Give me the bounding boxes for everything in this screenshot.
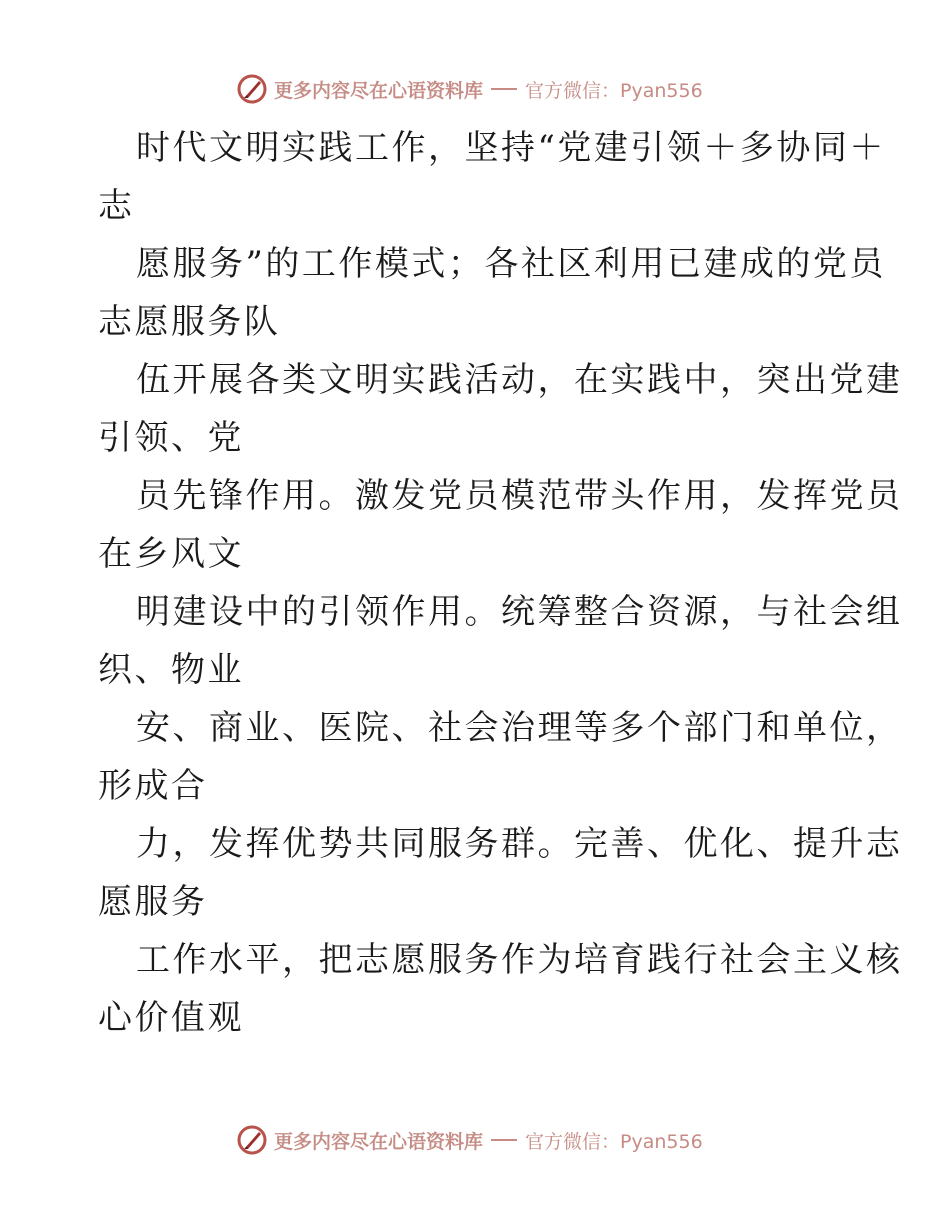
watermark-main-text: 更多内容尽在心语资料库 (274, 1130, 484, 1153)
watermark-secondary-text: 官方微信：Pyan556 (525, 1130, 703, 1153)
body-line: 心价值观 (98, 998, 244, 1038)
body-line: 时代文明实践工作，坚持“党建引领＋多协同＋ (136, 128, 886, 168)
body-line: 伍开展各类文明实践活动，在实践中，突出党建 (136, 360, 903, 400)
body-line: 愿服务 (98, 882, 208, 922)
header-watermark (236, 72, 703, 106)
body-line: 安、商业、医院、社会治理等多个部门和单位， (136, 708, 903, 748)
body-line: 引领、党 (98, 418, 244, 458)
watermark-dash (491, 1139, 517, 1141)
watermark-dash (491, 88, 517, 90)
quill-logo-icon (236, 1124, 268, 1156)
body-line: 志 (98, 186, 135, 226)
body-line: 形成合 (98, 766, 208, 806)
quill-logo-icon (236, 73, 268, 105)
body-line: 明建设中的引领作用。统筹整合资源，与社会组 (136, 592, 903, 632)
body-line: 愿服务”的工作模式；各社区利用已建成的党员 (136, 244, 886, 284)
body-line: 工作水平，把志愿服务作为培育践行社会主义核 (136, 940, 903, 980)
body-line: 织、物业 (98, 650, 244, 690)
watermark-main-text: 更多内容尽在心语资料库 (274, 79, 484, 102)
body-line: 在乡风文 (98, 534, 244, 574)
body-line: 员先锋作用。激发党员模范带头作用，发挥党员 (136, 476, 903, 516)
body-line: 志愿服务队 (98, 302, 281, 342)
body-line: 力，发挥优势共同服务群。完善、优化、提升志 (136, 824, 903, 864)
footer-watermark (236, 1123, 703, 1157)
watermark-secondary-text: 官方微信：Pyan556 (525, 79, 703, 102)
